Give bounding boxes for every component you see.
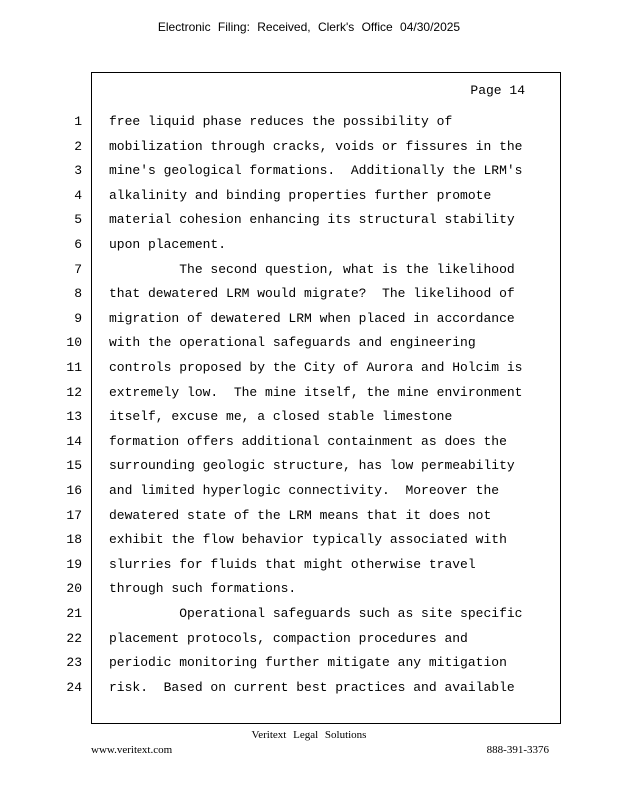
line-number: 6 [74, 237, 82, 252]
transcript-line: material cohesion enhancing its structural stability [109, 212, 515, 227]
line-number: 23 [66, 655, 82, 670]
transcript-line: slurries for fluids that might otherwise travel [109, 557, 476, 572]
transcript-line: surrounding geologic structure, has low permeability [109, 458, 515, 473]
transcript-line: mobilization through cracks, voids or fissures in the [109, 139, 523, 154]
transcript-line: The second question, what is the likelihood [109, 262, 515, 277]
line-number: 18 [66, 532, 82, 547]
transcript-line: risk. Based on current best practices and available [109, 680, 515, 695]
transcript-line: placement protocols, compaction procedures and [109, 631, 468, 646]
transcript-line: with the operational safeguards and engineering [109, 335, 476, 350]
transcript-line: mine's geological formations. Additionally the LRM's [109, 163, 523, 178]
transcript-line: exhibit the flow behavior typically associated with [109, 532, 507, 547]
line-number: 8 [74, 286, 82, 301]
line-number: 21 [66, 606, 82, 621]
line-number: 24 [66, 680, 82, 695]
line-number: 17 [66, 508, 82, 523]
line-number: 16 [66, 483, 82, 498]
transcript-line: itself, excuse me, a closed stable limestone [109, 409, 453, 424]
transcript-line: upon placement. [109, 237, 227, 252]
line-number: 12 [66, 385, 82, 400]
transcript-line: formation offers additional containment as does the [109, 434, 507, 449]
transcript-line: extremely low. The mine itself, the mine environment [109, 385, 523, 400]
line-number: 10 [66, 335, 82, 350]
footer-phone: 888-391-3376 [486, 744, 549, 756]
line-number: 14 [66, 434, 82, 449]
footer-company: Veritext Legal Solutions [251, 729, 367, 741]
transcript-line: free liquid phase reduces the possibility of [109, 114, 453, 129]
transcript-line: and limited hyperlogic connectivity. Moreover the [109, 483, 500, 498]
transcript-line: dewatered state of the LRM means that it does not [109, 508, 492, 523]
footer-website: www.veritext.com [91, 744, 173, 756]
transcript-line: Operational safeguards such as site specific [109, 606, 523, 621]
line-number: 4 [74, 188, 82, 203]
line-number: 7 [74, 262, 82, 277]
line-number: 5 [74, 212, 82, 227]
line-number: 20 [66, 581, 82, 596]
line-number: 15 [66, 458, 82, 473]
line-number: 9 [74, 311, 82, 326]
line-number: 13 [66, 409, 82, 424]
transcript-line: periodic monitoring further mitigate any mitigation [109, 655, 507, 670]
line-number: 19 [66, 557, 82, 572]
line-number: 1 [74, 114, 82, 129]
filing-stamp-header: Electronic Filing: Received, Clerk's Office 04/30/2025 [157, 20, 461, 34]
transcript-line: migration of dewatered LRM when placed in accordance [109, 311, 515, 326]
transcript-line: that dewatered LRM would migrate? The likelihood of [109, 286, 515, 301]
line-number: 22 [66, 631, 82, 646]
line-number: 3 [74, 163, 82, 178]
transcript-line: controls proposed by the City of Aurora and Holcim is [109, 360, 523, 375]
transcript-line: alkalinity and binding properties further promote [109, 188, 492, 203]
transcript-line: through such formations. [109, 581, 297, 596]
line-number: 2 [74, 139, 82, 154]
line-number: 11 [66, 360, 82, 375]
page-number: Page 14 [470, 83, 525, 98]
